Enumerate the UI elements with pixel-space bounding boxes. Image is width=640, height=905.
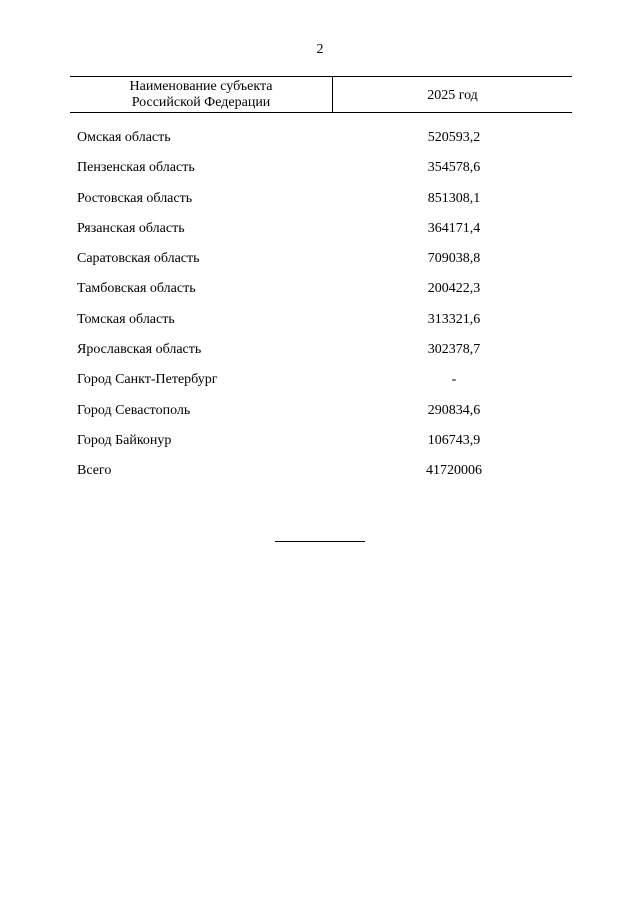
row-subject-name: Город Санкт-Петербург <box>77 372 218 388</box>
page-number: 2 <box>316 42 324 57</box>
table-row <box>0 433 640 463</box>
row-subject-name: Город Байконур <box>77 432 172 448</box>
header-year: 2025 год <box>427 88 478 103</box>
row-value: 851308,1 <box>427 190 481 206</box>
table-row <box>0 342 640 372</box>
table-row <box>0 312 640 342</box>
row-value: 290834,6 <box>427 402 481 418</box>
table-row <box>0 372 640 402</box>
header-subject-name-line2: Российской Федерации <box>131 95 271 110</box>
header-subject-name-line1: Наименование субъекта <box>129 79 273 94</box>
row-subject-name: Ярославская область <box>77 342 202 358</box>
end-rule-divider <box>275 541 365 542</box>
table-row <box>0 160 640 190</box>
row-value: 106743,9 <box>427 432 481 448</box>
table-row-total <box>0 463 640 493</box>
table-row <box>0 251 640 281</box>
row-value: 709038,8 <box>427 251 481 267</box>
row-subject-name: Пензенская область <box>77 160 195 176</box>
table-header <box>70 76 572 113</box>
row-subject-name: Тамбовская область <box>77 281 196 297</box>
row-value: 200422,3 <box>427 281 481 297</box>
row-value: 520593,2 <box>427 130 481 145</box>
row-value: 313321,6 <box>427 311 481 327</box>
row-subject-name: Рязанская область <box>77 220 185 236</box>
table-row <box>0 221 640 251</box>
row-subject-name: Саратовская область <box>77 251 200 267</box>
row-total-label: Всего <box>77 463 112 479</box>
row-value: 364171,4 <box>427 220 481 236</box>
row-value: 354578,6 <box>427 160 481 176</box>
table-row <box>0 191 640 221</box>
row-subject-name: Ростовская область <box>77 190 193 206</box>
table-row <box>0 281 640 311</box>
row-subject-name: Томская область <box>77 311 175 327</box>
row-total-value: 41720006 <box>426 463 482 479</box>
table-body <box>0 130 640 494</box>
row-value: - <box>451 372 457 388</box>
row-subject-name: Город Севастополь <box>77 402 191 418</box>
row-value: 302378,7 <box>427 342 481 358</box>
table-row <box>0 130 640 160</box>
table-row <box>0 403 640 433</box>
header-subject-name <box>70 77 333 112</box>
row-subject-name: Омская область <box>77 130 171 145</box>
